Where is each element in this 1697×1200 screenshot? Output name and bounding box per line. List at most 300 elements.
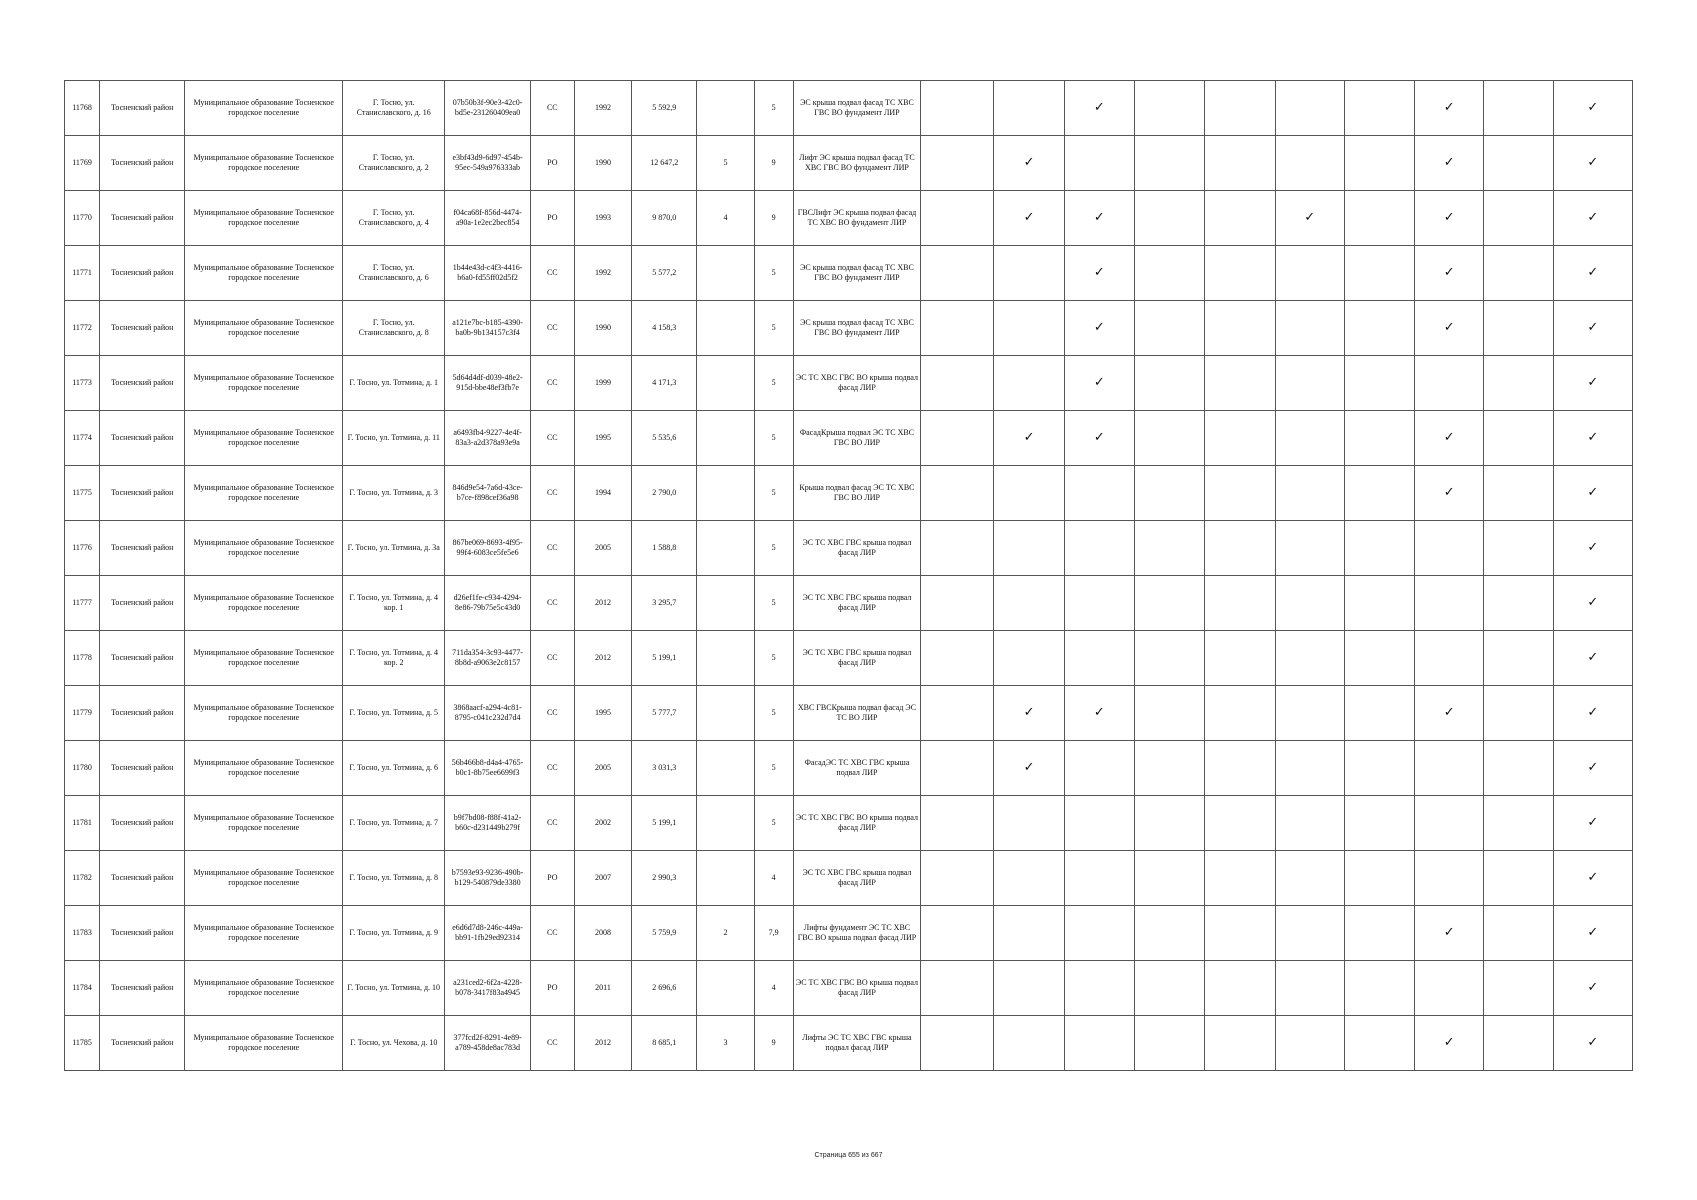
- check-cell-1: [921, 576, 994, 631]
- check-cell-1: [921, 356, 994, 411]
- district-cell: Тосненский район: [100, 906, 185, 961]
- check-cell-3: [1064, 741, 1134, 796]
- check-cell-2: [994, 521, 1064, 576]
- check-cell-2: [994, 686, 1064, 741]
- type-cell: СС: [530, 411, 574, 466]
- check-cell-1: [921, 686, 994, 741]
- year-cell: 2012: [574, 631, 631, 686]
- elevator-count-cell: [697, 81, 754, 136]
- check-cell-10: [1553, 796, 1632, 851]
- table-row: [65, 631, 1633, 686]
- type-cell: СС: [530, 686, 574, 741]
- check-cell-6: [1275, 466, 1344, 521]
- address-cell: Г. Тосно, ул. Тотмина, д. 1: [343, 356, 445, 411]
- check-cell-9: [1484, 796, 1553, 851]
- area-cell: 5 592,9: [632, 81, 697, 136]
- check-cell-8: [1415, 81, 1484, 136]
- check-cell-3: [1064, 81, 1134, 136]
- area-cell: 2 696,6: [632, 961, 697, 1016]
- checkmark-icon: ✓: [1443, 99, 1455, 115]
- municipality-cell: Муниципальное образование Тосненское городское поселение: [185, 741, 343, 796]
- guid-cell: 3868aacf-a294-4c81-8795-c041c232d7d4: [445, 686, 530, 741]
- municipality-cell: Муниципальное образование Тосненское городское поселение: [185, 191, 343, 246]
- check-cell-6: [1275, 411, 1344, 466]
- address-cell: Г. Тосно, ул. Тотмина, д. 8: [343, 851, 445, 906]
- municipality-cell: Муниципальное образование Тосненское городское поселение: [185, 906, 343, 961]
- checkmark-icon: ✓: [1587, 539, 1599, 555]
- address-cell: Г. Тосно, ул. Тотмина, д. 5: [343, 686, 445, 741]
- check-cell-9: [1484, 851, 1553, 906]
- municipality-cell: Муниципальное образование Тосненское городское поселение: [185, 686, 343, 741]
- check-cell-4: [1134, 191, 1204, 246]
- municipality-cell: Муниципальное образование Тосненское городское поселение: [185, 466, 343, 521]
- row-number-cell: 11778: [65, 631, 100, 686]
- check-cell-10: [1553, 246, 1632, 301]
- check-cell-9: [1484, 81, 1553, 136]
- check-cell-10: [1553, 851, 1632, 906]
- type-cell: РО: [530, 136, 574, 191]
- check-cell-1: [921, 191, 994, 246]
- check-cell-3: [1064, 136, 1134, 191]
- check-cell-6: [1275, 851, 1344, 906]
- check-cell-1: [921, 741, 994, 796]
- row-number-cell: 11772: [65, 301, 100, 356]
- check-cell-5: [1205, 301, 1275, 356]
- check-cell-9: [1484, 686, 1553, 741]
- row-number-cell: 11780: [65, 741, 100, 796]
- check-cell-3: [1064, 851, 1134, 906]
- elevator-count-cell: [697, 631, 754, 686]
- check-cell-8: [1415, 961, 1484, 1016]
- checkmark-icon: ✓: [1587, 319, 1599, 335]
- check-cell-5: [1205, 136, 1275, 191]
- check-cell-1: [921, 246, 994, 301]
- check-cell-8: [1415, 1016, 1484, 1071]
- check-cell-5: [1205, 411, 1275, 466]
- elevator-count-cell: [697, 521, 754, 576]
- address-cell: Г. Тосно, ул. Станиславского, д. 16: [343, 81, 445, 136]
- check-cell-10: [1553, 631, 1632, 686]
- year-cell: 2007: [574, 851, 631, 906]
- check-cell-2: [994, 81, 1064, 136]
- check-cell-10: [1553, 136, 1632, 191]
- guid-cell: 5d64d4df-d039-48e2-915d-bbe48ef3fb7e: [445, 356, 530, 411]
- check-cell-3: [1064, 246, 1134, 301]
- check-cell-9: [1484, 411, 1553, 466]
- checkmark-icon: ✓: [1304, 209, 1316, 225]
- checkmark-icon: ✓: [1587, 154, 1599, 170]
- check-cell-5: [1205, 191, 1275, 246]
- municipality-cell: Муниципальное образование Тосненское городское поселение: [185, 411, 343, 466]
- check-cell-2: [994, 851, 1064, 906]
- check-cell-5: [1205, 851, 1275, 906]
- elevator-count-cell: [697, 411, 754, 466]
- table-row: [65, 686, 1633, 741]
- check-cell-10: [1553, 521, 1632, 576]
- checkmark-icon: ✓: [1587, 1034, 1599, 1050]
- check-cell-9: [1484, 906, 1553, 961]
- check-cell-8: [1415, 356, 1484, 411]
- table-row: [65, 81, 1633, 136]
- district-cell: Тосненский район: [100, 136, 185, 191]
- check-cell-4: [1134, 466, 1204, 521]
- check-cell-2: [994, 906, 1064, 961]
- floors-cell: 9: [754, 136, 793, 191]
- works-list-cell: ЭС крыша подвал фасад ТС ХВС ГВС ВО фундамент ЛИР: [793, 81, 920, 136]
- row-number-cell: 11781: [65, 796, 100, 851]
- checkmark-icon: ✓: [1587, 594, 1599, 610]
- check-cell-5: [1205, 521, 1275, 576]
- check-cell-8: [1415, 906, 1484, 961]
- check-cell-1: [921, 411, 994, 466]
- floors-cell: 5: [754, 81, 793, 136]
- area-cell: 5 199,1: [632, 631, 697, 686]
- check-cell-5: [1205, 631, 1275, 686]
- guid-cell: 1b44e43d-c4f3-4416-b6a0-fd55ff02d5f2: [445, 246, 530, 301]
- type-cell: СС: [530, 631, 574, 686]
- check-cell-7: [1344, 686, 1414, 741]
- check-cell-2: [994, 411, 1064, 466]
- area-cell: 4 158,3: [632, 301, 697, 356]
- check-cell-10: [1553, 191, 1632, 246]
- address-cell: Г. Тосно, ул. Тотмина, д. 7: [343, 796, 445, 851]
- check-cell-8: [1415, 466, 1484, 521]
- type-cell: СС: [530, 521, 574, 576]
- area-cell: 9 870,0: [632, 191, 697, 246]
- floors-cell: 4: [754, 961, 793, 1016]
- check-cell-4: [1134, 301, 1204, 356]
- checkmark-icon: ✓: [1093, 374, 1105, 390]
- district-cell: Тосненский район: [100, 961, 185, 1016]
- check-cell-4: [1134, 631, 1204, 686]
- district-cell: Тосненский район: [100, 796, 185, 851]
- municipality-cell: Муниципальное образование Тосненское городское поселение: [185, 246, 343, 301]
- checkmark-icon: ✓: [1443, 319, 1455, 335]
- area-cell: 4 171,3: [632, 356, 697, 411]
- address-cell: Г. Тосно, ул. Станиславского, д. 4: [343, 191, 445, 246]
- works-list-cell: ФасадЭС ТС ХВС ГВС крыша подвал ЛИР: [793, 741, 920, 796]
- check-cell-7: [1344, 851, 1414, 906]
- check-cell-4: [1134, 81, 1204, 136]
- checkmark-icon: ✓: [1587, 374, 1599, 390]
- works-list-cell: Крыша подвал фасад ЭС ТС ХВС ГВС ВО ЛИР: [793, 466, 920, 521]
- area-cell: 2 990,3: [632, 851, 697, 906]
- check-cell-1: [921, 136, 994, 191]
- year-cell: 2002: [574, 796, 631, 851]
- checkmark-icon: ✓: [1023, 154, 1035, 170]
- works-list-cell: Лифт ЭС крыша подвал фасад ТС ХВС ГВС ВО фундамент ЛИР: [793, 136, 920, 191]
- works-list-cell: ЭС ТС ХВС ГВС крыша подвал фасад ЛИР: [793, 521, 920, 576]
- check-cell-5: [1205, 741, 1275, 796]
- check-cell-3: [1064, 356, 1134, 411]
- check-cell-7: [1344, 796, 1414, 851]
- check-cell-4: [1134, 1016, 1204, 1071]
- check-cell-5: [1205, 1016, 1275, 1071]
- address-cell: Г. Тосно, ул. Тотмина, д. 10: [343, 961, 445, 1016]
- check-cell-7: [1344, 356, 1414, 411]
- works-list-cell: ЭС ТС ХВС ГВС ВО крыша подвал фасад ЛИР: [793, 796, 920, 851]
- district-cell: Тосненский район: [100, 411, 185, 466]
- floors-cell: 5: [754, 741, 793, 796]
- check-cell-9: [1484, 191, 1553, 246]
- district-cell: Тосненский район: [100, 686, 185, 741]
- check-cell-4: [1134, 411, 1204, 466]
- check-cell-4: [1134, 136, 1204, 191]
- check-cell-10: [1553, 686, 1632, 741]
- district-cell: Тосненский район: [100, 741, 185, 796]
- checkmark-icon: ✓: [1587, 814, 1599, 830]
- check-cell-3: [1064, 1016, 1134, 1071]
- elevator-count-cell: 4: [697, 191, 754, 246]
- municipality-cell: Муниципальное образование Тосненское городское поселение: [185, 81, 343, 136]
- checkmark-icon: ✓: [1093, 704, 1105, 720]
- area-cell: 5 759,9: [632, 906, 697, 961]
- checkmark-icon: ✓: [1093, 429, 1105, 445]
- check-cell-4: [1134, 851, 1204, 906]
- checkmark-icon: ✓: [1587, 99, 1599, 115]
- checkmark-icon: ✓: [1443, 209, 1455, 225]
- municipality-cell: Муниципальное образование Тосненское городское поселение: [185, 631, 343, 686]
- guid-cell: 377fcd2f-8291-4e89-a789-458de8ac783d: [445, 1016, 530, 1071]
- floors-cell: 5: [754, 411, 793, 466]
- table-row: [65, 961, 1633, 1016]
- check-cell-4: [1134, 686, 1204, 741]
- type-cell: СС: [530, 81, 574, 136]
- check-cell-7: [1344, 906, 1414, 961]
- check-cell-7: [1344, 411, 1414, 466]
- floors-cell: 5: [754, 356, 793, 411]
- check-cell-9: [1484, 466, 1553, 521]
- elevator-count-cell: [697, 686, 754, 741]
- type-cell: СС: [530, 796, 574, 851]
- table-row: [65, 576, 1633, 631]
- check-cell-1: [921, 301, 994, 356]
- floors-cell: 9: [754, 1016, 793, 1071]
- check-cell-8: [1415, 686, 1484, 741]
- row-number-cell: 11771: [65, 246, 100, 301]
- check-cell-4: [1134, 576, 1204, 631]
- municipality-cell: Муниципальное образование Тосненское городское поселение: [185, 521, 343, 576]
- check-cell-7: [1344, 961, 1414, 1016]
- check-cell-1: [921, 81, 994, 136]
- check-cell-8: [1415, 521, 1484, 576]
- check-cell-1: [921, 906, 994, 961]
- check-cell-8: [1415, 411, 1484, 466]
- check-cell-10: [1553, 466, 1632, 521]
- district-cell: Тосненский район: [100, 81, 185, 136]
- elevator-count-cell: 2: [697, 906, 754, 961]
- floors-cell: 5: [754, 466, 793, 521]
- check-cell-10: [1553, 741, 1632, 796]
- address-cell: Г. Тосно, ул. Тотмина, д. 4 кор. 2: [343, 631, 445, 686]
- check-cell-6: [1275, 301, 1344, 356]
- checkmark-icon: ✓: [1587, 649, 1599, 665]
- type-cell: СС: [530, 576, 574, 631]
- check-cell-7: [1344, 81, 1414, 136]
- check-cell-8: [1415, 301, 1484, 356]
- table-row: [65, 741, 1633, 796]
- check-cell-2: [994, 741, 1064, 796]
- check-cell-7: [1344, 741, 1414, 796]
- year-cell: 1992: [574, 81, 631, 136]
- check-cell-8: [1415, 631, 1484, 686]
- checkmark-icon: ✓: [1093, 264, 1105, 280]
- area-cell: 5 199,1: [632, 796, 697, 851]
- checkmark-icon: ✓: [1023, 209, 1035, 225]
- guid-cell: e6d6d7d8-246c-449a-bb91-1fb29ed92314: [445, 906, 530, 961]
- check-cell-8: [1415, 851, 1484, 906]
- check-cell-8: [1415, 136, 1484, 191]
- check-cell-3: [1064, 191, 1134, 246]
- year-cell: 2005: [574, 741, 631, 796]
- address-cell: Г. Тосно, ул. Тотмина, д. 11: [343, 411, 445, 466]
- guid-cell: b9f7bd08-f88f-41a2-b60c-d231449b279f: [445, 796, 530, 851]
- district-cell: Тосненский район: [100, 851, 185, 906]
- checkmark-icon: ✓: [1587, 979, 1599, 995]
- works-list-cell: ЭС ТС ХВС ГВС крыша подвал фасад ЛИР: [793, 631, 920, 686]
- check-cell-10: [1553, 356, 1632, 411]
- check-cell-8: [1415, 741, 1484, 796]
- area-cell: 1 588,8: [632, 521, 697, 576]
- area-cell: 5 535,6: [632, 411, 697, 466]
- municipality-cell: Муниципальное образование Тосненское городское поселение: [185, 356, 343, 411]
- table-row: [65, 301, 1633, 356]
- check-cell-4: [1134, 356, 1204, 411]
- table-row: [65, 466, 1633, 521]
- check-cell-10: [1553, 961, 1632, 1016]
- row-number-cell: 11768: [65, 81, 100, 136]
- type-cell: СС: [530, 466, 574, 521]
- works-list-cell: ЭС крыша подвал фасад ТС ХВС ГВС ВО фундамент ЛИР: [793, 301, 920, 356]
- checkmark-icon: ✓: [1443, 1034, 1455, 1050]
- check-cell-2: [994, 631, 1064, 686]
- year-cell: 2008: [574, 906, 631, 961]
- area-cell: 5 577,2: [632, 246, 697, 301]
- check-cell-1: [921, 961, 994, 1016]
- check-cell-10: [1553, 411, 1632, 466]
- check-cell-2: [994, 191, 1064, 246]
- check-cell-6: [1275, 81, 1344, 136]
- check-cell-8: [1415, 246, 1484, 301]
- check-cell-9: [1484, 246, 1553, 301]
- elevator-count-cell: [697, 851, 754, 906]
- address-cell: Г. Тосно, ул. Станиславского, д. 6: [343, 246, 445, 301]
- check-cell-3: [1064, 906, 1134, 961]
- year-cell: 1990: [574, 136, 631, 191]
- row-number-cell: 11785: [65, 1016, 100, 1071]
- check-cell-6: [1275, 1016, 1344, 1071]
- type-cell: РО: [530, 191, 574, 246]
- check-cell-9: [1484, 741, 1553, 796]
- check-cell-5: [1205, 356, 1275, 411]
- check-cell-5: [1205, 576, 1275, 631]
- check-cell-6: [1275, 961, 1344, 1016]
- address-cell: Г. Тосно, ул. Чехова, д. 10: [343, 1016, 445, 1071]
- check-cell-2: [994, 246, 1064, 301]
- year-cell: 2005: [574, 521, 631, 576]
- check-cell-10: [1553, 81, 1632, 136]
- checkmark-icon: ✓: [1587, 429, 1599, 445]
- check-cell-4: [1134, 246, 1204, 301]
- check-cell-6: [1275, 136, 1344, 191]
- floors-cell: 4: [754, 851, 793, 906]
- table-row: [65, 906, 1633, 961]
- check-cell-4: [1134, 741, 1204, 796]
- check-cell-6: [1275, 576, 1344, 631]
- guid-cell: f04ca68f-856d-4474-a90a-1e2ec2bec854: [445, 191, 530, 246]
- elevator-count-cell: [697, 466, 754, 521]
- checkmark-icon: ✓: [1587, 759, 1599, 775]
- year-cell: 1993: [574, 191, 631, 246]
- check-cell-3: [1064, 576, 1134, 631]
- guid-cell: a231ced2-6f2a-4228-b078-3417f83a4945: [445, 961, 530, 1016]
- check-cell-1: [921, 521, 994, 576]
- address-cell: Г. Тосно, ул. Тотмина, д. 3а: [343, 521, 445, 576]
- municipality-cell: Муниципальное образование Тосненское городское поселение: [185, 796, 343, 851]
- floors-cell: 5: [754, 686, 793, 741]
- check-cell-3: [1064, 521, 1134, 576]
- check-cell-2: [994, 136, 1064, 191]
- checkmark-icon: ✓: [1023, 704, 1035, 720]
- checkmark-icon: ✓: [1443, 264, 1455, 280]
- guid-cell: 846d9e54-7a6d-43ce-b7ce-f898cef36a98: [445, 466, 530, 521]
- check-cell-8: [1415, 796, 1484, 851]
- check-cell-9: [1484, 961, 1553, 1016]
- check-cell-10: [1553, 576, 1632, 631]
- elevator-count-cell: [697, 246, 754, 301]
- row-number-cell: 11769: [65, 136, 100, 191]
- checkmark-icon: ✓: [1443, 154, 1455, 170]
- checkmark-icon: ✓: [1443, 429, 1455, 445]
- district-cell: Тосненский район: [100, 521, 185, 576]
- check-cell-7: [1344, 521, 1414, 576]
- row-number-cell: 11779: [65, 686, 100, 741]
- municipality-cell: Муниципальное образование Тосненское городское поселение: [185, 851, 343, 906]
- floors-cell: 5: [754, 246, 793, 301]
- check-cell-7: [1344, 191, 1414, 246]
- check-cell-2: [994, 961, 1064, 1016]
- check-cell-6: [1275, 521, 1344, 576]
- check-cell-7: [1344, 136, 1414, 191]
- municipality-cell: Муниципальное образование Тосненское городское поселение: [185, 961, 343, 1016]
- elevator-count-cell: 3: [697, 1016, 754, 1071]
- floors-cell: 7,9: [754, 906, 793, 961]
- check-cell-3: [1064, 686, 1134, 741]
- row-number-cell: 11776: [65, 521, 100, 576]
- check-cell-4: [1134, 521, 1204, 576]
- check-cell-2: [994, 301, 1064, 356]
- year-cell: 1995: [574, 686, 631, 741]
- guid-cell: b7593e93-9236-490b-b129-540879de3380: [445, 851, 530, 906]
- type-cell: СС: [530, 301, 574, 356]
- check-cell-7: [1344, 301, 1414, 356]
- check-cell-3: [1064, 961, 1134, 1016]
- page-footer: Страница 655 из 667: [814, 1152, 883, 1159]
- table-row: [65, 521, 1633, 576]
- table-row: [65, 851, 1633, 906]
- guid-cell: e3bf43d9-6d97-454b-95ec-549a976333ab: [445, 136, 530, 191]
- floors-cell: 9: [754, 191, 793, 246]
- check-cell-7: [1344, 576, 1414, 631]
- guid-cell: 56b466b8-d4a4-4765-b0c1-8b75ee6699f3: [445, 741, 530, 796]
- check-cell-3: [1064, 631, 1134, 686]
- floors-cell: 5: [754, 631, 793, 686]
- type-cell: РО: [530, 851, 574, 906]
- check-cell-6: [1275, 741, 1344, 796]
- address-cell: Г. Тосно, ул. Тотмина, д. 6: [343, 741, 445, 796]
- elevator-count-cell: [697, 576, 754, 631]
- table-row: [65, 136, 1633, 191]
